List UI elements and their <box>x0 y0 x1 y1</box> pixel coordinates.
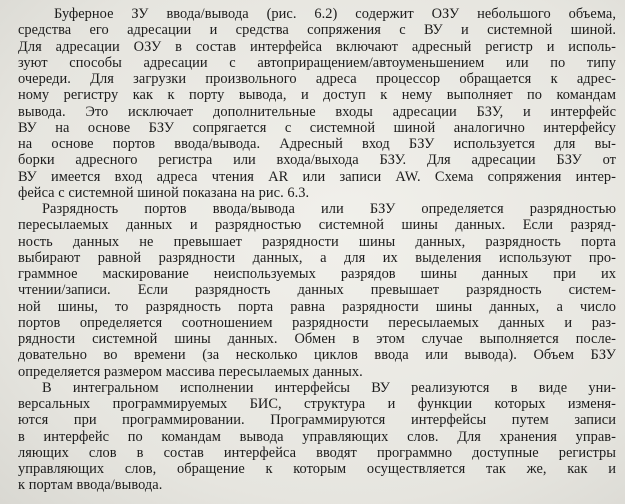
text-line: ному регистру как к порту вывода, и доступ к нему выполняет по командам <box>18 87 616 104</box>
text-line: фейса с системной шиной показана на рис. 6.3. <box>18 184 310 201</box>
text-line: ВУ на основе БЗУ сопрягается с системной шиной аналогично интерфейсу <box>18 119 616 136</box>
text-line: Буферное ЗУ ввода/вывода (рис. 6.2) содержит ОЗУ небольшого объема, <box>54 6 616 22</box>
text-line: граммное маскирование неиспользуемых разрядов шины данных при их <box>18 266 616 282</box>
text-line: очереди. Для загрузки произвольного адреса процессор обращается к адрес- <box>18 71 616 87</box>
text-line: портов определяется соотношением разрядности пересылаемых данных и раз- <box>18 314 616 331</box>
text-line: управляющих слов, обращение к которым осуществляется так же, как и <box>18 461 616 477</box>
text-line: В интегральном исполнении интерфейсы ВУ реализуются в виде уни- <box>42 379 616 396</box>
text-line: ной шины, то разрядность порта равна разрядности шины данных, а число <box>18 298 616 315</box>
text-line: довательно во времени (за несколько циклов ввода или вывода). Объем БЗУ <box>18 347 616 364</box>
text-line: определяется размером массива пересылаемых данных. <box>18 363 363 380</box>
document-text <box>18 6 616 494</box>
text-line: средства его адресации и средства сопряжения с ВУ и системной шиной. <box>18 22 616 39</box>
text-line: на основе портов ввода/вывода. Адресный вход БЗУ используется для вы- <box>18 136 616 152</box>
text-line: пересылаемых данных и разрядностью системной шины данных. Если разряд- <box>18 217 616 234</box>
text-line: борки адресного регистра или входа/выхода БЗУ. Для адресации БЗУ от <box>18 152 616 169</box>
text-line: версальных программируемых БИС, структура и функции которых изменя- <box>18 396 616 412</box>
text-line: чтении/записи. Если разрядность данных превышает разрядность систем- <box>18 282 616 299</box>
text-line: Разрядность портов ввода/вывода или БЗУ определяется разрядностью <box>42 201 616 217</box>
text-line: к портам ввода/вывода. <box>18 477 163 494</box>
text-line: Для адресации ОЗУ в состав интерфейса включают адресный регистр и исполь- <box>18 38 616 55</box>
text-line: ются при программировании. Программируются интерфейсы путем записи <box>18 412 616 429</box>
text-line: ВУ имеется вход адреса чтения AR или записи AW. Схема сопряжения интер- <box>18 168 616 185</box>
text-line: рядности системной шины данных. Обмен в этом случае выполняется после- <box>18 331 616 347</box>
text-line: выбирают равной разрядности данных, а для их выделения используют про- <box>18 249 616 266</box>
text-line: зуют способы адресации с автоприращением/автоуменьшением или по типу <box>18 54 616 71</box>
text-line: в интерфейс по командам вывода управляющих слов. Для хранения управ- <box>18 428 616 445</box>
text-line: вывода. Это исключает дополнительные входы адресации БЗУ, и интерфейс <box>18 103 616 120</box>
text-line: ляющих слов в состав интерфейса вводят программно доступные регистры <box>18 444 616 461</box>
text-line: ность данных не превышает разрядности шины данных, разрядность порта <box>18 233 616 250</box>
